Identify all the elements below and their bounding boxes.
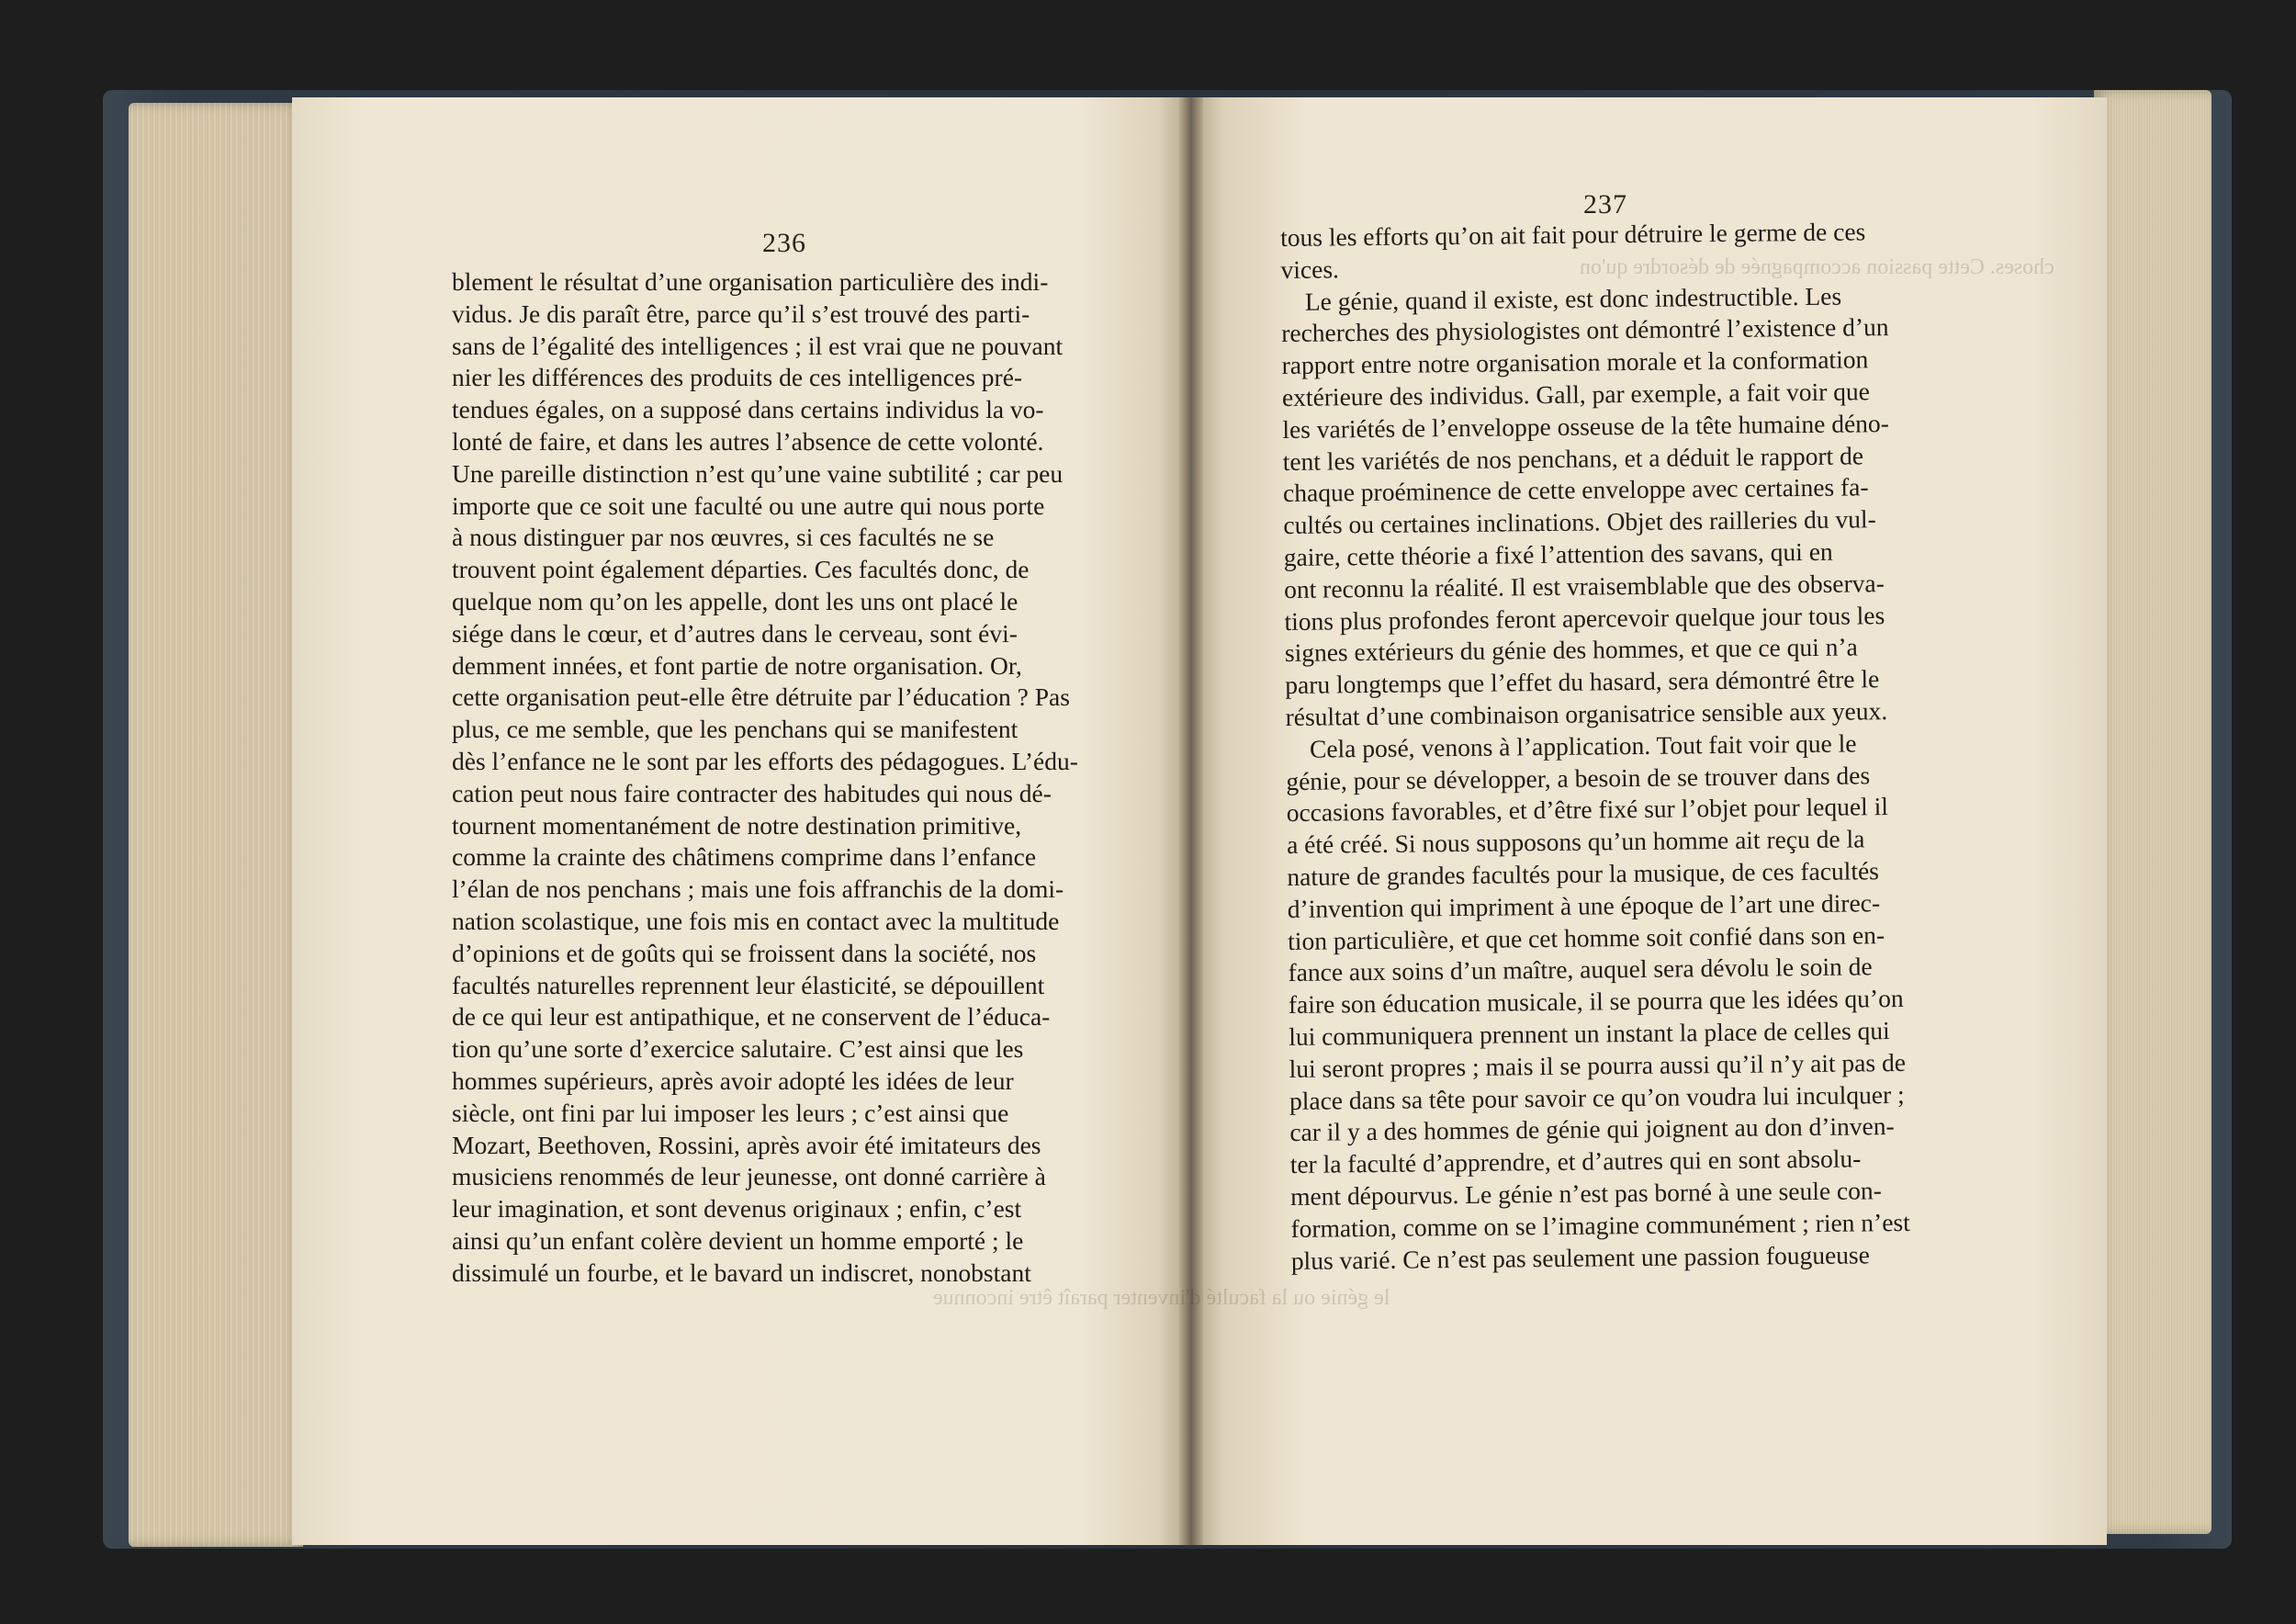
text-line: facultés naturelles reprennent leur élasticité, se dépouillent [452, 970, 1045, 999]
book-gutter [1179, 97, 1203, 1545]
text-line: chaque proéminence de cette enveloppe avec certaines fa- [1282, 472, 1869, 508]
text-line: lui seront propres ; mais il se pourra aussi qu’il n’y ait pas de [1289, 1047, 1907, 1083]
text-line: à nous distinguer par nos œuvres, si ces facultés ne se [452, 523, 995, 552]
text-line: car il y a des hommes de génie qui joignent au don d’inven- [1289, 1111, 1895, 1147]
text-line: comme la crainte des châtimens comprime dans l’enfance [452, 842, 1037, 872]
text-line: demment innées, et font partie de notre organisation. Or, [452, 650, 1022, 680]
text-line: musiciens renommés de leur jeunesse, ont donné carrière à [452, 1162, 1046, 1191]
text-line: d’invention qui impriment à une époque de l’art une direc- [1287, 887, 1881, 923]
text-line: cette organisation peut-elle être détruite par l’éducation ? Pas [452, 682, 1070, 712]
text-line: tous les efforts qu’on ait fait pour détruire le germe de ces [1280, 217, 1866, 252]
text-line: rapport entre notre organisation morale et la conformation [1281, 344, 1869, 380]
text-line: nature de grandes facultés pour la musique, de ces facultés [1287, 856, 1880, 891]
text-line: résultat d’une combinaison organisatrice sensible aux yeux. [1285, 696, 1888, 731]
text-line: ainsi qu’un enfant colère devient un homme emporté ; le [452, 1225, 1024, 1255]
text-line: les variétés de l’enveloppe osseuse de la tête humaine déno- [1282, 408, 1890, 444]
right-page-number: 237 [1583, 189, 1627, 220]
text-line: tion particulière, et que cet homme soit confié dans son en- [1288, 919, 1885, 955]
text-line: siége dans le cœur, et d’autres dans le cerveau, sont évi- [452, 618, 1018, 648]
text-line: dès l’enfance ne le sont par les efforts des pédagogues. L’édu- [452, 746, 1078, 775]
right-page-body [1280, 216, 1949, 1278]
text-line: gaire, cette théorie a fixé l’attention des savans, qui en [1283, 536, 1833, 571]
text-line: ment dépourvus. Le génie n’est pas borné à une seule con- [1289, 1176, 1882, 1211]
text-line: tendues égales, on a supposé dans certains individus la vo- [452, 395, 1044, 424]
text-line: signes extérieurs du génie des hommes, et que ce qui n’a [1284, 632, 1858, 668]
text-line: lonté de faire, et dans les autres l’absence de cette volonté. [452, 426, 1044, 456]
text-line: tion qu’une sorte d’exercice salutaire. C’est ainsi que les [452, 1034, 1024, 1064]
text-line: de ce qui leur est antipathique, et ne conservent de l’éduca- [452, 1002, 1051, 1032]
text-line: quelque nom qu’on les appelle, dont les uns ont placé le [452, 586, 1019, 615]
text-line: nation scolastique, une fois mis en contact avec la multitude [452, 906, 1060, 935]
text-line: sans de l’égalité des intelligences ; il est vrai que ne pouvant [452, 331, 1064, 360]
text-line: occasions favorables, et d’être fixé sur l’objet pour lequel il [1286, 792, 1889, 828]
text-line: Cela posé, venons à l’application. Tout fait voir que le [1309, 728, 1857, 763]
text-line: lui communiquera prennent un instant la place de celles qui [1289, 1016, 1890, 1051]
left-page-body [452, 266, 1109, 1290]
text-line: recherches des physiologistes ont démontré l’existence d’un [1281, 312, 1889, 348]
text-line: trouvent point également départies. Ces facultés donc, de [452, 555, 1030, 584]
text-line: vidus. Je dis paraît être, parce qu’il s’est trouvé des parti- [452, 299, 1030, 328]
text-line: génie, pour se développer, a besoin de se trouver dans des [1286, 760, 1871, 795]
left-page-number: 236 [762, 228, 806, 258]
text-line: place dans sa tête pour savoir ce qu’on voudra lui inculquer ; [1289, 1079, 1905, 1115]
text-line: plus, ce me semble, que les penchans qui se manifestent [452, 715, 1019, 744]
text-line: importe que ce soit une faculté ou une autre qui nous porte [452, 491, 1045, 520]
text-line: tions plus profondes feront apercevoir quelque jour tous les [1284, 600, 1885, 636]
text-line: siècle, ont fini par lui imposer les leurs ; c’est ainsi que [452, 1098, 1009, 1127]
text-line: cation peut nous faire contracter des habitudes qui nous dé- [452, 778, 1052, 807]
text-line: cultés ou certaines inclinations. Objet des railleries du vul- [1283, 504, 1876, 540]
text-line: ter la faculté d’apprendre, et d’autres qui en sont absolu- [1289, 1144, 1862, 1179]
text-line: nier les différences des produits de ces intelligences pré- [452, 363, 1023, 392]
text-line: Le génie, quand il existe, est donc indestructible. Les [1304, 281, 1842, 316]
text-line: d’opinions et de goûts qui se froissent dans la société, nos [452, 938, 1037, 967]
left-page-edges [129, 103, 303, 1547]
text-line: formation, comme on se l’imagine communément ; rien n’est [1290, 1207, 1910, 1243]
text-line: tent les variétés de nos penchans, et a déduit le rapport de [1282, 440, 1864, 476]
text-line: dissimulé un fourbe, et le bavard un indiscret, nonobstant [452, 1257, 1031, 1287]
text-line: faire son éducation musicale, il se pourra que les idées qu’on [1288, 984, 1904, 1020]
text-line: leur imagination, et sont devenus originaux ; enfin, c’est [452, 1194, 1022, 1224]
text-line: paru longtemps que l’effet du hasard, sera démontré être le [1285, 664, 1880, 700]
text-line: tournent momentanément de notre destination primitive, [452, 810, 1022, 840]
text-line: vices. [1280, 254, 1340, 284]
show-through-text: le génie ou la faculté d'inventer paraît être inconnue [933, 1286, 1390, 1310]
text-line: plus varié. Ce n’est pas seulement une passion fougueuse [1290, 1239, 1871, 1275]
text-line: blement le résultat d’une organisation particulière des indi- [452, 267, 1049, 296]
text-line: l’élan de nos penchans ; mais une fois affranchis de la domi- [452, 874, 1064, 904]
text-line: Une pareille distinction n’est qu’une vaine subtilité ; car peu [452, 458, 1064, 488]
show-through-text: choses. Cette passion accompagnée de désordre qu'on [1580, 255, 2054, 279]
text-line: hommes supérieurs, après avoir adopté les idées de leur [452, 1066, 1014, 1095]
text-line: ont reconnu la réalité. Il est vraisemblable que des observa- [1284, 568, 1885, 603]
text-line: a été créé. Si nous supposons qu’un homme ait reçu de la [1286, 824, 1865, 860]
text-line: fance aux soins d’un maître, auquel sera dévolu le soin de [1288, 952, 1873, 987]
text-line: extérieure des individus. Gall, par exemple, a fait voir que [1281, 377, 1871, 412]
right-page-edges [2094, 90, 2212, 1534]
text-line: Mozart, Beethoven, Rossini, après avoir été imitateurs des [452, 1130, 1041, 1159]
